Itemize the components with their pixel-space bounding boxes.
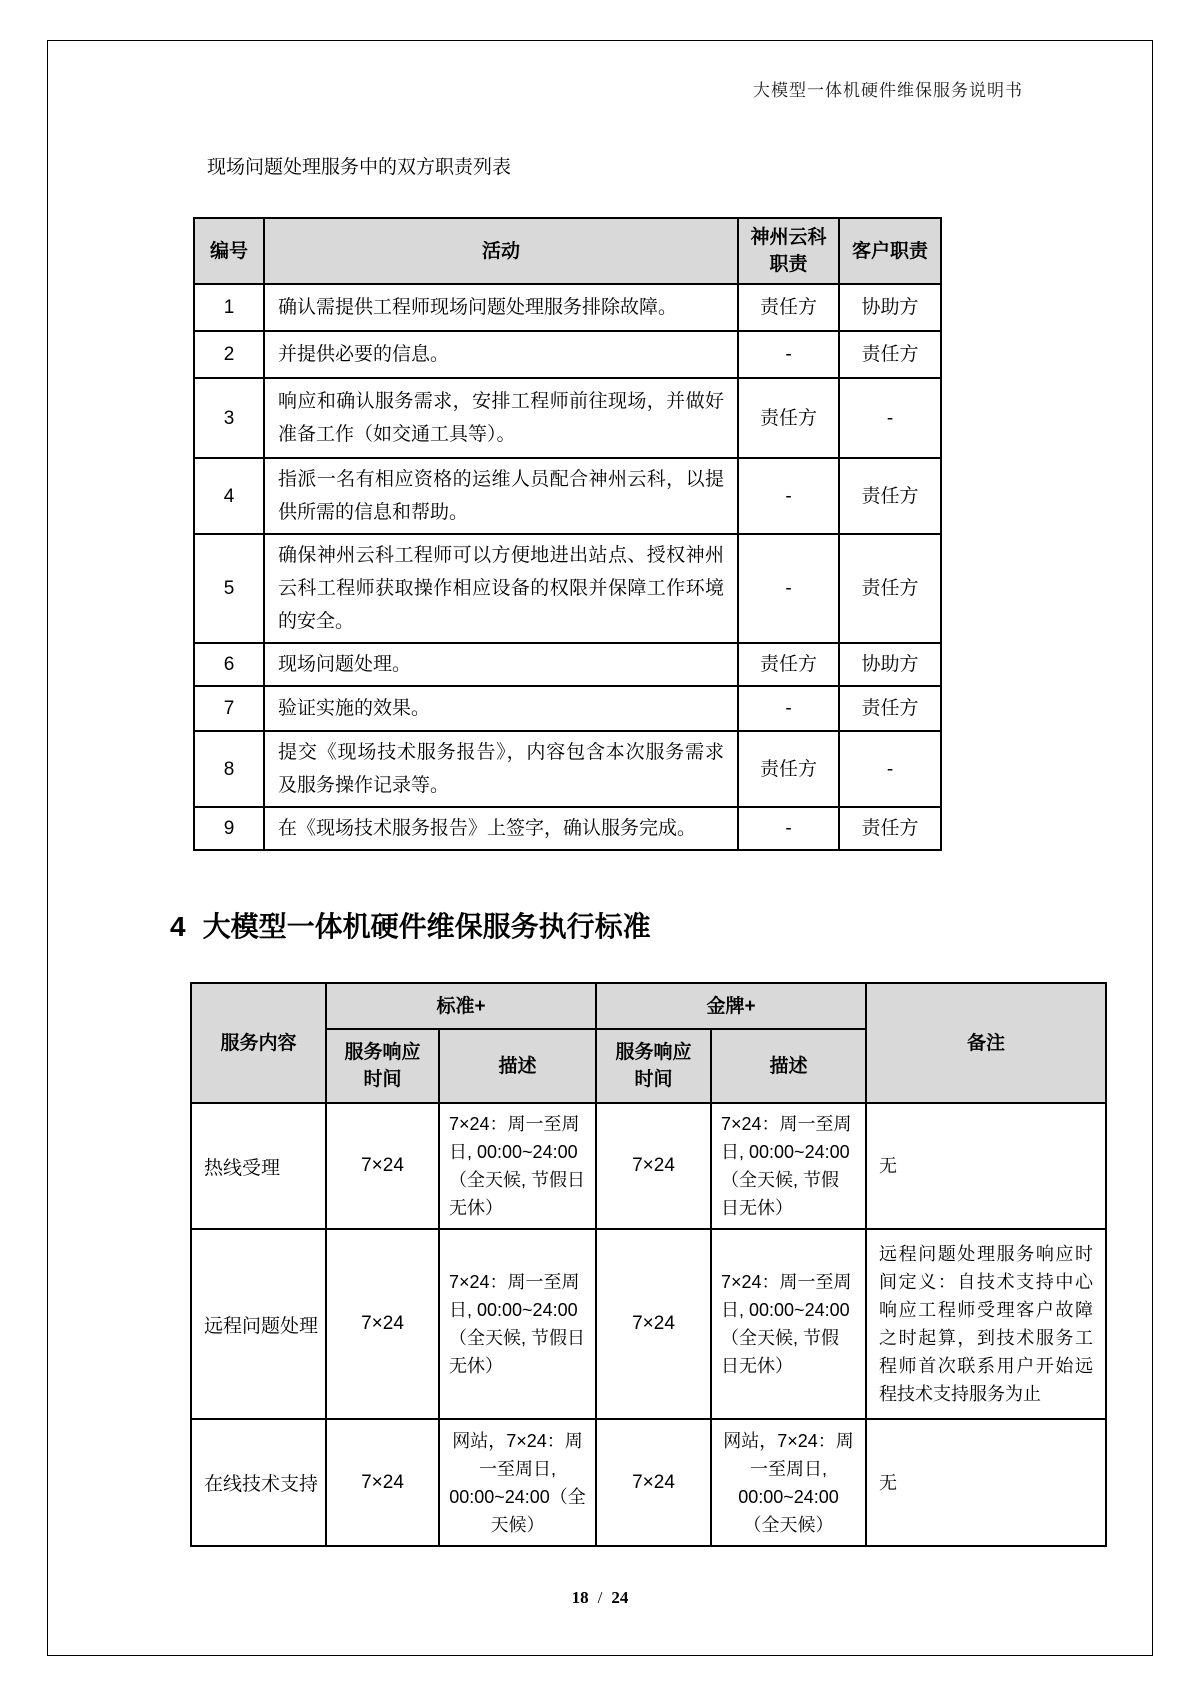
table-row <box>194 378 941 458</box>
page-footer <box>0 1588 1200 1608</box>
column-group-gold-plus: 金牌+ <box>596 983 866 1029</box>
table-row <box>194 458 941 534</box>
cell-remark: 无 <box>866 1419 1106 1546</box>
column-header-no: 编号 <box>194 218 264 284</box>
table-header-row <box>194 218 941 284</box>
cell-description-gold: 7×24：周一至周日, 00:00~24:00（全天候, 节假日无休） <box>711 1229 866 1419</box>
cell-activity: 响应和确认服务需求，安排工程师前往现场，并做好准备工作（如交通工具等）。 <box>264 378 738 458</box>
cell-customer-role: 责任方 <box>839 807 941 850</box>
table-row <box>194 534 941 643</box>
cell-no: 1 <box>194 284 264 331</box>
cell-customer-role: 责任方 <box>839 534 941 643</box>
cell-remark: 无 <box>866 1103 1106 1229</box>
cell-vendor-role: 责任方 <box>738 643 839 686</box>
response-time-line2: 时间 <box>363 1069 402 1090</box>
column-header-service-content: 服务内容 <box>191 983 326 1103</box>
table-row <box>194 331 941 378</box>
cell-response-time-gold: 7×24 <box>596 1103 711 1229</box>
table-row <box>191 1419 1106 1546</box>
service-standards-table <box>190 982 1107 1547</box>
cell-service-content: 远程问题处理 <box>191 1229 326 1419</box>
cell-no: 5 <box>194 534 264 643</box>
cell-customer-role: - <box>839 378 941 458</box>
document-header-title: 大模型一体机硬件维保服务说明书 <box>753 81 1023 100</box>
cell-remark: 远程问题处理服务响应时间定义：自技术支持中心响应工程师受理客户故障之时起算，到技术服务工程师首次联系用户开始远程技术支持服务为止 <box>866 1229 1106 1419</box>
table-row <box>194 807 941 850</box>
cell-customer-role: 责任方 <box>839 458 941 534</box>
cell-no: 4 <box>194 458 264 534</box>
cell-customer-role: - <box>839 731 941 807</box>
page-number-total: 24 <box>611 1588 629 1607</box>
cell-activity: 确保神州云科工程师可以方便地进出站点、授权神州云科工程师获取操作相应设备的权限并保障工作环境的安全。 <box>264 534 738 643</box>
cell-customer-role: 责任方 <box>839 331 941 378</box>
cell-activity: 提交《现场技术服务报告》，内容包含本次服务需求及服务操作记录等。 <box>264 731 738 807</box>
response-time-line1: 服务响应 <box>615 1042 692 1063</box>
cell-response-time-standard: 7×24 <box>326 1229 439 1419</box>
cell-activity: 确认需提供工程师现场问题处理服务排除故障。 <box>264 284 738 331</box>
cell-customer-role: 责任方 <box>839 686 941 731</box>
vendor-role-line1: 神州云科 <box>750 227 827 248</box>
column-header-vendor-role <box>738 218 839 284</box>
cell-customer-role: 协助方 <box>839 284 941 331</box>
column-header-remark: 备注 <box>866 983 1106 1103</box>
table-row <box>191 1229 1106 1419</box>
cell-vendor-role: - <box>738 331 839 378</box>
cell-activity: 现场问题处理。 <box>264 643 738 686</box>
response-time-line1: 服务响应 <box>344 1042 421 1063</box>
cell-response-time-standard: 7×24 <box>326 1103 439 1229</box>
cell-response-time-standard: 7×24 <box>326 1419 439 1546</box>
table-row <box>194 731 941 807</box>
table-row <box>194 643 941 686</box>
cell-description-gold: 7×24：周一至周日, 00:00~24:00（全天候, 节假日无休） <box>711 1103 866 1229</box>
section-number: 4 <box>170 911 186 942</box>
cell-vendor-role: - <box>738 686 839 731</box>
vendor-role-line2: 职责 <box>769 254 808 275</box>
cell-activity: 在《现场技术服务报告》上签字，确认服务完成。 <box>264 807 738 850</box>
column-header-activity: 活动 <box>264 218 738 284</box>
cell-response-time-gold: 7×24 <box>596 1229 711 1419</box>
cell-description-standard: 网站，7×24：周一至周日, 00:00~24:00（全天候） <box>439 1419 596 1546</box>
column-header-description-standard: 描述 <box>439 1029 596 1103</box>
table-row <box>194 284 941 331</box>
table-row <box>191 1103 1106 1229</box>
table-row <box>194 686 941 731</box>
cell-no: 6 <box>194 643 264 686</box>
column-header-response-time-gold <box>596 1029 711 1103</box>
responsibilities-table <box>193 217 942 851</box>
cell-description-standard: 7×24：周一至周日, 00:00~24:00（全天候, 节假日无休） <box>439 1103 596 1229</box>
cell-no: 2 <box>194 331 264 378</box>
table-group-header-row <box>191 983 1106 1029</box>
cell-description-standard: 7×24：周一至周日, 00:00~24:00（全天候, 节假日无休） <box>439 1229 596 1419</box>
cell-vendor-role: 责任方 <box>738 284 839 331</box>
column-header-response-time-standard <box>326 1029 439 1103</box>
section-title: 大模型一体机硬件维保服务执行标准 <box>202 911 651 942</box>
page-number-separator: / <box>597 1588 603 1607</box>
cell-no: 7 <box>194 686 264 731</box>
section-heading <box>170 908 651 946</box>
cell-activity: 并提供必要的信息。 <box>264 331 738 378</box>
cell-vendor-role: 责任方 <box>738 378 839 458</box>
cell-no: 9 <box>194 807 264 850</box>
cell-activity: 指派一名有相应资格的运维人员配合神州云科，以提供所需的信息和帮助。 <box>264 458 738 534</box>
cell-vendor-role: - <box>738 807 839 850</box>
cell-vendor-role: 责任方 <box>738 731 839 807</box>
cell-activity: 验证实施的效果。 <box>264 686 738 731</box>
cell-service-content: 在线技术支持 <box>191 1419 326 1546</box>
page-number-current: 18 <box>571 1588 589 1607</box>
cell-service-content: 热线受理 <box>191 1103 326 1229</box>
column-group-standard-plus: 标准+ <box>326 983 596 1029</box>
cell-response-time-gold: 7×24 <box>596 1419 711 1546</box>
cell-no: 3 <box>194 378 264 458</box>
column-header-customer-role: 客户职责 <box>839 218 941 284</box>
column-header-description-gold: 描述 <box>711 1029 866 1103</box>
cell-customer-role: 协助方 <box>839 643 941 686</box>
response-time-line2: 时间 <box>634 1069 673 1090</box>
cell-no: 8 <box>194 731 264 807</box>
table-caption: 现场问题处理服务中的双方职责列表 <box>207 157 512 178</box>
cell-vendor-role: - <box>738 534 839 643</box>
cell-description-gold: 网站，7×24：周一至周日, 00:00~24:00（全天候） <box>711 1419 866 1546</box>
cell-vendor-role: - <box>738 458 839 534</box>
